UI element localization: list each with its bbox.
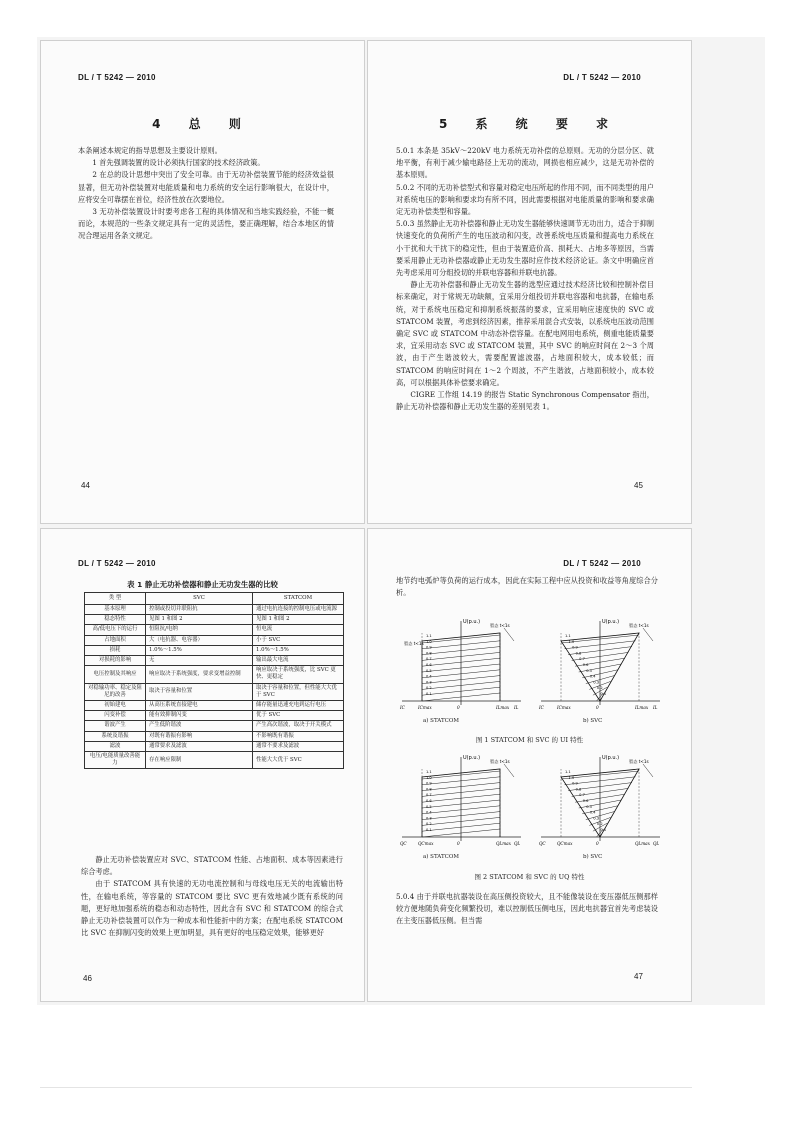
table-row [85,615,344,625]
paragraph: 5.0.2 不同的无功补偿型式和容量对稳定电压所起的作用不同，而不同类型的用户对系统电压的影响和要求均有所不同，因此需要根据对电能质量的影响和要求确定无功补偿类型和容量。 [396,182,654,217]
page-number: 46 [83,974,92,983]
level-label: 1.0 [426,639,432,644]
level-label: 0.8 [575,787,582,792]
level-label: 0.7 [426,657,432,662]
level-label: 0.5 [426,668,432,673]
level-label: 1.1 [565,770,571,774]
figure-caption: 图 1 STATCOM 和 SVC 的 UI 特性 [475,736,584,744]
table-cell: 滤波 [85,741,146,751]
table-cell: 对既有谐振有影响 [146,731,253,741]
level-label: 0.5 [426,804,432,809]
table-cell: 通过电抗连接的控制电压或电流源 [253,605,344,615]
table-cell: 产生高次谐波，取决于开关模式 [253,721,344,731]
table-cell: 响应取决于系统强度，要求变增益控制 [146,666,253,683]
table-row [85,656,344,666]
paragraph: 5.0.3 虽然静止无功补偿器和静止无功发生器能够快速调节无功出力，适合于抑制快速变化的负荷所产生的电压波动和闪变，改善系统电压质量和提高电力系统在小干扰和大干扰下的稳定性，但由于装置造价高、损耗大、占地多等原因，当需要采用静止无功补偿器或静止无功发生器时应作技术经济论证。条文中明确应首先考虑采用可分组投切的并联电容器和并联电抗器。 [396,219,654,278]
y-axis-label: U(p.u.) [602,619,620,625]
table-cell: 谐波产生 [85,721,146,731]
level-label: 0.4 [426,810,432,815]
divider [40,1087,692,1088]
page-number: 45 [634,481,643,490]
table-cell: 取决于容量和位置，但性能大大优于 SVC [253,683,344,700]
page-47 [367,528,692,1002]
page-number: 47 [634,972,643,981]
paragraph: 2 在总的设计思想中突出了安全可靠。由于无功补偿装置节能的经济效益很显著，但无功补偿装置对电能质量和电力系统的安全运行影响很大，在设计中，应将安全可靠摆在首位，经济性放在次要地位。 [78,170,334,204]
level-label: 0.8 [426,651,432,656]
table-cell: 大（电抗器、电容器） [146,635,253,645]
level-label: 0.3 [426,680,432,685]
figure2-statcom-uq [394,751,529,851]
transient-label: 暂态 t<1s [629,623,649,628]
tick-label: 0 [457,841,460,846]
table-cell: 控制或投切并联阻抗 [146,605,253,615]
table-cell: 恒电流 [253,625,344,635]
table-cell: 优于 SVC [253,711,344,721]
table-cell: 取决于容量和位置 [146,683,253,700]
standard-number: DL / T 5242 — 2010 [78,559,156,568]
table-cell: 响应取决于系统强度，比 SVC 更快、更稳定 [253,666,344,683]
paragraph: CIGRE 工作组 14.19 的报告 Static Synchronous Compensator 指出，静止无功补偿器和静止无功发生器的差别见表 1。 [396,390,654,412]
tick-label: 0 [457,705,460,710]
level-label: 1.1 [565,634,571,638]
table-cell: 稳态特性 [85,615,146,625]
page-46 [40,528,365,1002]
paragraph: 由于 STATCOM 具有快速的无功电流控制和与母线电压无关的电流输出特性，在输电系统，等容量的 STATCOM 要比 SVC 更有效地减少既有系统的问题，更好地加强系统的稳态和动态特性，因此含有 SVC 和 STATCOM 的综合式静止无功补偿装置可以作为一种成本和性能折中的方案；在配电系统 STATCOM 比 SVC 在抑制闪变的效果上更加明显，具有更好的电压稳定效果，能够更好 [81,879,343,938]
paragraph: 本条阐述本规定的指导思想及主要设计原则。 [78,146,222,155]
table-row [85,701,344,711]
table-cell: 能有效抑制闪变 [146,711,253,721]
table-cell: 基本原理 [85,605,146,615]
table-cell: 恒阻抗/电纳 [146,625,253,635]
transient-label: 暂态 t<1s [404,640,424,646]
table-cell: 不影响既有谐振 [253,731,344,741]
table-cell: 见图 1 和图 2 [146,615,253,625]
level-label: 0.3 [593,816,600,821]
table-cell: 对稳输功率、稳定及阻尼的改善 [85,683,146,700]
figure-caption: 图 2 STATCOM 和 SVC 的 UQ 特性 [474,873,585,881]
table-cell: 电压控制及其响应 [85,666,146,683]
table-cell: 电压/电能质量改善能力 [85,752,146,769]
table-cell: 从高压系统直接建电 [146,701,253,711]
level-label: 0.7 [579,657,585,662]
page-44 [40,40,365,524]
page-number: 44 [81,481,90,490]
tick-label: IL [514,705,519,710]
tick-label: QLmax [635,841,651,846]
tick-label: QC [539,841,546,846]
level-label: 0.2 [426,822,432,827]
chapter-title: 4 总 则 [152,117,253,131]
table-header-row [85,593,344,605]
level-label: 0.9 [572,781,578,786]
tick-label: IL [653,705,658,710]
tick-label: QC [400,841,407,846]
table-cell: 储存能量迅速充电到运行电压 [253,701,344,711]
figure2-svc-uq [533,751,668,851]
table-row [85,666,344,683]
tick-label: ILmax [635,705,649,710]
table-row [85,605,344,615]
table-row [85,625,344,635]
level-label: 0.5 [586,804,592,809]
level-label: 0.8 [426,787,432,792]
level-label: 0.1 [426,692,432,696]
table-row [85,721,344,731]
transient-line [643,764,653,777]
tick-label: ILmax [496,705,510,710]
tick-label: 0 [596,705,599,710]
table-cell: 闪变补偿 [85,711,146,721]
paragraph: 3 无功补偿装置设计时要考虑各工程的具体情况和当地实践经验，不能一概而论，本规范的一些条文规定具有一定的灵活性，要正确理解，结合本地区的情况合理运用各条文规定。 [78,207,334,241]
tick-label: QL [653,841,660,846]
transient-label: 暂态 t<1s [490,623,510,628]
y-axis-label: U(p.u.) [602,755,620,761]
table-row [85,635,344,645]
level-label: 0.6 [582,799,589,803]
level-label: 1.0 [568,775,575,780]
level-label: 0.1 [600,692,607,696]
table-cell: 通常要求及滤波 [146,741,253,751]
page-45 [367,40,692,524]
subfigure-label: a) STATCOM [423,718,459,724]
tick-label: 0 [596,841,599,846]
tick-label: QLmax [496,841,512,846]
tick-label: IC [400,705,405,710]
standard-number: DL / T 5242 — 2010 [563,559,641,568]
column-header: SVC [146,593,253,605]
subfigure-label: a) STATCOM [423,854,459,860]
comparison-table [84,592,344,769]
tick-label: QCmax [418,841,434,846]
page-body [81,854,343,939]
level-label: 0.4 [426,674,432,679]
table-row [85,711,344,721]
column-header: 类 型 [85,593,146,605]
table-title: 表 1 静止无功补偿器和静止无功发生器的比较 [127,580,278,589]
table-cell: 对损耗的影响 [85,656,146,666]
level-label: 0.9 [572,645,578,650]
level-label: 0.1 [426,828,432,832]
figure1-svc-ui [533,615,668,715]
figure1-statcom-ui [394,615,529,715]
subfigure-label: b) SVC [583,854,603,860]
table-cell: 无 [146,656,253,666]
standard-number: DL / T 5242 — 2010 [563,73,641,82]
table-cell: 小于 SVC [253,635,344,645]
level-label: 0.4 [589,810,596,815]
table-cell: 1.0%～1.5% [253,645,344,655]
level-label: 0.3 [426,816,432,821]
level-label: 0.2 [426,686,432,691]
tick-label: QCmax [557,841,573,846]
table-cell: 见图 1 和图 2 [253,615,344,625]
tick-label: ICmax [418,705,432,710]
y-axis-label: U(p.u.) [463,755,481,761]
level-label: 0.6 [426,663,432,667]
level-label: 0.6 [582,663,589,667]
transient-line [643,628,653,641]
page-body [396,145,654,413]
transient-line [504,628,514,641]
level-label: 1.0 [426,775,432,780]
table-row [85,741,344,751]
transient-line [504,764,514,777]
level-label: 0.5 [586,668,592,673]
paragraph: 5.0.4 由于并联电抗器装设在高压侧投资较大，且不能像装设在变压器低压侧那样较方便地随负荷变化频繁投切，难以控制低压侧电压，因此电抗器宜首先考虑装设在主变压器低压侧。但当需 [396,892,658,926]
paragraph: 1 首先强调装置的设计必须执行国家的技术经济政策。 [92,158,265,168]
level-label: 0.3 [593,680,600,685]
table-cell: 1.0%～1.5% [146,645,253,655]
standard-number: DL / T 5242 — 2010 [78,73,156,82]
level-label: 0.8 [575,651,582,656]
table-cell: 初始建电 [85,701,146,711]
table-cell: 占地面积 [85,635,146,645]
page-body [396,891,658,928]
level-label: 0.1 [600,828,607,832]
table-cell: 性能大大优于 SVC [253,752,344,769]
continuation-text [396,575,658,599]
chapter-title: 5 系 统 要 求 [438,117,621,131]
table-row [85,645,344,655]
tick-label: QL [514,841,521,846]
level-label: 1.0 [568,639,575,644]
table-cell: 损耗 [85,645,146,655]
table-cell: 产生低阶谐波 [146,721,253,731]
tick-label: IC [539,705,544,710]
level-label: 0.6 [426,799,432,803]
column-header: STATCOM [253,593,344,605]
table-cell: 通常不要求及滤波 [253,741,344,751]
paragraph: 地节约电弧炉等负荷的运行成本，因此在实际工程中应从投资和收益等角度综合分析。 [396,576,658,598]
level-label: 0.7 [579,793,585,798]
paragraph: 静止无功补偿装置应对 SVC、STATCOM 性能、占地面积、成本等因素进行综合考虑。 [81,855,343,877]
level-label: 0.9 [426,781,432,786]
level-label: 0.2 [596,686,603,691]
table-cell: 存在响应限制 [146,752,253,769]
paragraph: 静止无功补偿器和静止无功发生器的选型应通过技术经济比较和控制补偿目标来确定，对于常规无功缺额，宜采用分组投切并联电容器和电抗器，在输电系统，对于系统电压稳定和抑制系统振荡的要求，宜采用响应速度快的 SVC 或 STATCOM 装置，考虑到经济因素，推荐采用混合式安装，以系统电压波动范围确定 SVC 或 STATCOM 中动态补偿容量。在配电网用电系统，侧重电能质量要求，宜采用动态 SVC 或 STATCOM 装置，其中 SVC 的响应时间在 2～3 个周波，由于产生谐波较大，需要配置滤波器，占地面积较大，成本较低；而 STATCOM 的响应时间在 1～2 个周波，不产生谐波，占地面积较小，成本较高，可以根据具体补偿要求确定。 [396,280,654,387]
page-body [78,145,334,243]
table-row [85,683,344,700]
paragraph: 5.0.1 本条是 35kV～220kV 电力系统无功补偿的总原则。无功的分层分区、就地平衡，有利于减少输电路径上无功的流动，网损也相应减少，这是无功补偿的基本原则。 [396,146,654,180]
level-label: 1.1 [426,634,432,638]
tick-label: ICmax [557,705,571,710]
table-row [85,731,344,741]
y-axis-label: U(p.u.) [463,619,481,625]
level-label: 0.7 [426,793,432,798]
level-label: 0.4 [589,674,596,679]
table-cell: 高/低电压下的运行 [85,625,146,635]
level-label: 0.9 [426,645,432,650]
transient-label: 暂态 t<1s [629,759,649,764]
level-label: 0.2 [596,822,603,827]
transient-label: 暂态 t<1s [490,759,510,764]
table-cell: 系统及谐振 [85,731,146,741]
subfigure-label: b) SVC [583,718,603,724]
table-row [85,752,344,769]
table-cell: 输出最大电流 [253,656,344,666]
level-label: 1.1 [426,770,432,774]
